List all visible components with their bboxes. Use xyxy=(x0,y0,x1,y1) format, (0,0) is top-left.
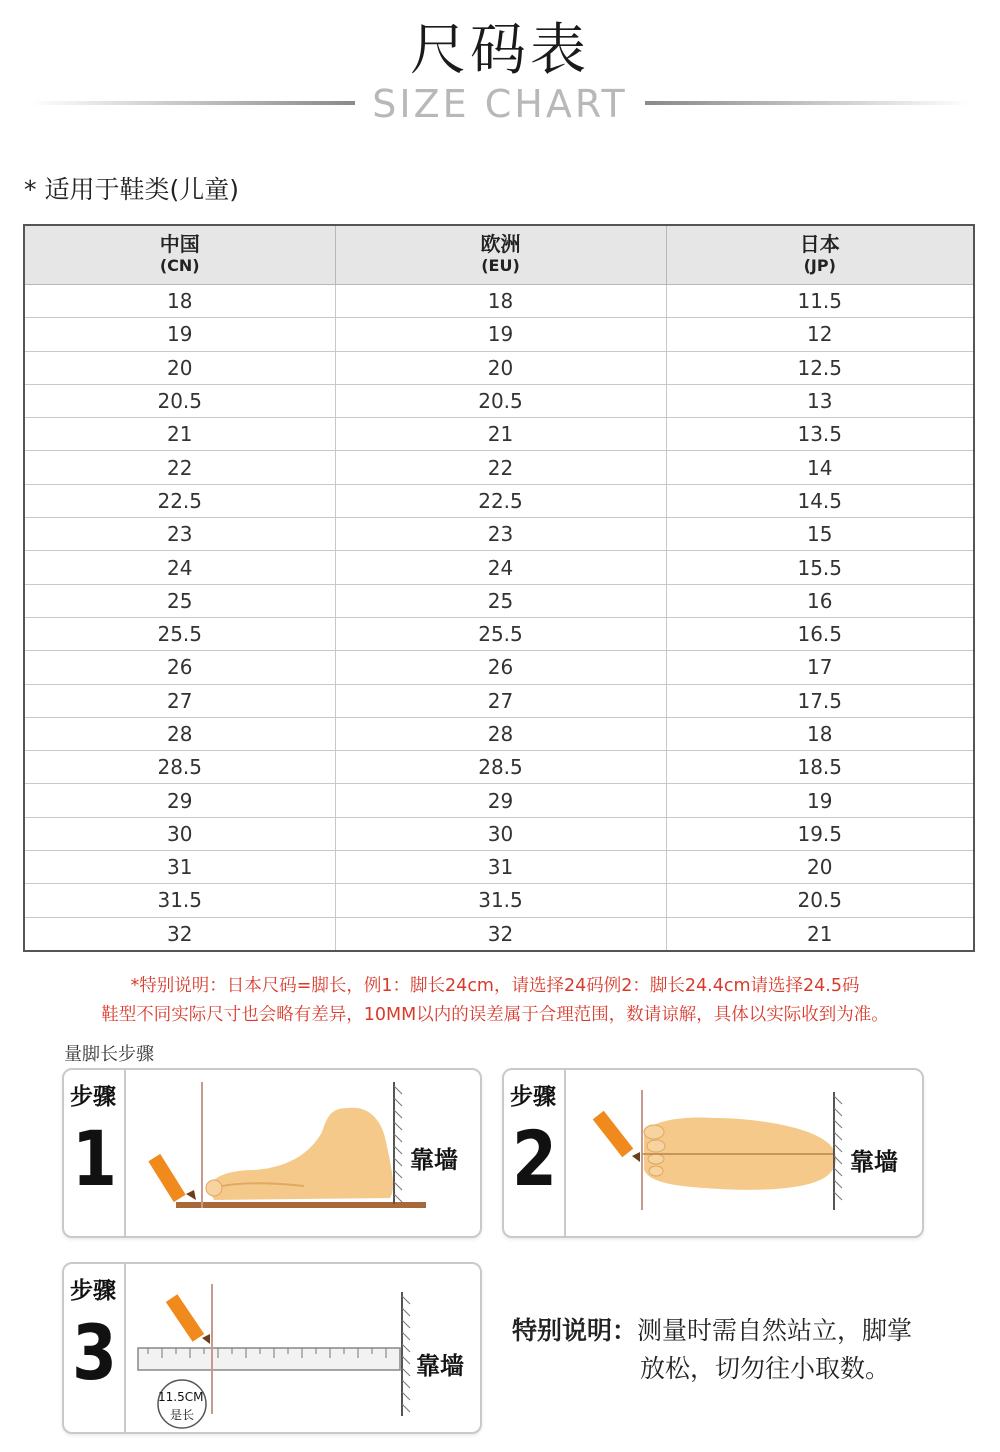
cell-eu: 29 xyxy=(335,784,666,817)
header-eu xyxy=(335,225,666,285)
header-cn-name: 中国 xyxy=(159,232,200,256)
step-1-wall-label: 靠墙 xyxy=(410,1146,458,1174)
table-row xyxy=(24,817,974,850)
table-row xyxy=(24,617,974,650)
table-row xyxy=(24,684,974,717)
cell-eu: 27 xyxy=(335,684,666,717)
header-jp-sub: (JP) xyxy=(803,256,836,275)
step-2-panel xyxy=(502,1068,924,1238)
step-2-number: 2 xyxy=(512,1114,557,1203)
cell-jp: 20.5 xyxy=(666,884,974,917)
cell-cn: 20 xyxy=(24,351,335,384)
special-tip xyxy=(512,1312,912,1388)
cell-cn: 28 xyxy=(24,717,335,750)
table-row xyxy=(24,384,974,417)
note-line-2: 鞋型不同实际尺寸也会略有差异，10MM以内的误差属于合理范围，数请谅解，具体以实际收到为准。 xyxy=(101,1005,889,1025)
step-1-number: 1 xyxy=(72,1114,117,1203)
cell-eu: 24 xyxy=(335,551,666,584)
cell-eu: 22.5 xyxy=(335,484,666,517)
header-jp-name: 日本 xyxy=(799,232,840,256)
cell-eu: 28.5 xyxy=(335,751,666,784)
step-3-wall-label: 靠墙 xyxy=(416,1352,464,1380)
cell-jp: 13.5 xyxy=(666,418,974,451)
cell-cn: 29 xyxy=(24,784,335,817)
cell-cn: 25.5 xyxy=(24,617,335,650)
header-eu-name: 欧洲 xyxy=(480,232,521,256)
table-row xyxy=(24,884,974,917)
table-row xyxy=(24,651,974,684)
measure-steps-title: 量脚长步骤 xyxy=(64,1044,154,1065)
cell-eu: 19 xyxy=(335,318,666,351)
header-eu-sub: (EU) xyxy=(481,256,520,275)
cell-eu: 20 xyxy=(335,351,666,384)
header-cn xyxy=(24,225,335,285)
cell-jp: 17.5 xyxy=(666,684,974,717)
table-row xyxy=(24,418,974,451)
applies-to-label: * 适用于鞋类(儿童) xyxy=(24,175,239,204)
cell-eu: 25.5 xyxy=(335,617,666,650)
table-row xyxy=(24,717,974,750)
page-subtitle: SIZE CHART xyxy=(372,82,628,126)
cell-cn: 30 xyxy=(24,817,335,850)
table-row xyxy=(24,917,974,951)
cell-eu: 21 xyxy=(335,418,666,451)
table-row xyxy=(24,451,974,484)
table-row xyxy=(24,318,974,351)
cell-cn: 20.5 xyxy=(24,384,335,417)
table-row xyxy=(24,351,974,384)
step-3-number: 3 xyxy=(72,1308,117,1397)
cell-cn: 31.5 xyxy=(24,884,335,917)
tip-line-2: 放松，切勿往小取数。 xyxy=(640,1354,891,1383)
cell-jp: 19.5 xyxy=(666,817,974,850)
cell-jp: 18.5 xyxy=(666,751,974,784)
cell-jp: 13 xyxy=(666,384,974,417)
cell-eu: 22 xyxy=(335,451,666,484)
header-jp xyxy=(666,225,974,285)
cell-jp: 14 xyxy=(666,451,974,484)
table-header-row xyxy=(24,225,974,285)
step-3-panel xyxy=(62,1262,482,1434)
size-chart-table xyxy=(23,224,975,952)
cell-jp: 11.5 xyxy=(666,285,974,318)
cell-jp: 21 xyxy=(666,917,974,951)
step-2-word: 步骤 xyxy=(510,1084,556,1110)
cell-cn: 21 xyxy=(24,418,335,451)
ruler-reading: 11.5CM xyxy=(158,1390,204,1404)
table-row xyxy=(24,584,974,617)
cell-jp: 15.5 xyxy=(666,551,974,584)
table-row xyxy=(24,551,974,584)
cell-cn: 19 xyxy=(24,318,335,351)
cell-jp: 20 xyxy=(666,851,974,884)
tip-line-1: 测量时需自然站立，脚掌 xyxy=(637,1316,913,1345)
step-1-panel xyxy=(62,1068,482,1238)
cell-jp: 17 xyxy=(666,651,974,684)
cell-jp: 16 xyxy=(666,584,974,617)
title-rule-right xyxy=(645,101,970,105)
table-row xyxy=(24,851,974,884)
cell-jp: 12.5 xyxy=(666,351,974,384)
cell-cn: 28.5 xyxy=(24,751,335,784)
cell-cn: 23 xyxy=(24,518,335,551)
cell-eu: 28 xyxy=(335,717,666,750)
cell-cn: 18 xyxy=(24,285,335,318)
ruler-caption: 是长 xyxy=(170,1408,195,1422)
cell-eu: 32 xyxy=(335,917,666,951)
cell-eu: 25 xyxy=(335,584,666,617)
cell-eu: 20.5 xyxy=(335,384,666,417)
page-title: 尺码表 xyxy=(410,18,590,83)
cell-cn: 22.5 xyxy=(24,484,335,517)
cell-cn: 32 xyxy=(24,917,335,951)
tip-label: 特别说明： xyxy=(512,1316,638,1345)
table-row xyxy=(24,484,974,517)
table-row xyxy=(24,285,974,318)
cell-cn: 25 xyxy=(24,584,335,617)
cell-jp: 12 xyxy=(666,318,974,351)
cell-cn: 24 xyxy=(24,551,335,584)
cell-eu: 18 xyxy=(335,285,666,318)
step-2-wall-label: 靠墙 xyxy=(850,1148,898,1176)
cell-eu: 30 xyxy=(335,817,666,850)
step-3-word: 步骤 xyxy=(70,1278,116,1304)
table-row xyxy=(24,518,974,551)
table-row xyxy=(24,751,974,784)
note-line-1: *特别说明：日本尺码=脚长，例1：脚长24cm，请选择24码例2：脚长24.4cm请选择24.5码 xyxy=(130,976,860,996)
step-1-word: 步骤 xyxy=(70,1084,116,1110)
cell-cn: 22 xyxy=(24,451,335,484)
cell-jp: 15 xyxy=(666,518,974,551)
cell-eu: 26 xyxy=(335,651,666,684)
cell-jp: 19 xyxy=(666,784,974,817)
cell-cn: 27 xyxy=(24,684,335,717)
cell-eu: 23 xyxy=(335,518,666,551)
table-row xyxy=(24,784,974,817)
cell-eu: 31.5 xyxy=(335,884,666,917)
cell-jp: 14.5 xyxy=(666,484,974,517)
header-cn-sub: (CN) xyxy=(159,256,200,275)
cell-jp: 18 xyxy=(666,717,974,750)
cell-cn: 26 xyxy=(24,651,335,684)
cell-jp: 16.5 xyxy=(666,617,974,650)
cell-cn: 31 xyxy=(24,851,335,884)
cell-eu: 31 xyxy=(335,851,666,884)
